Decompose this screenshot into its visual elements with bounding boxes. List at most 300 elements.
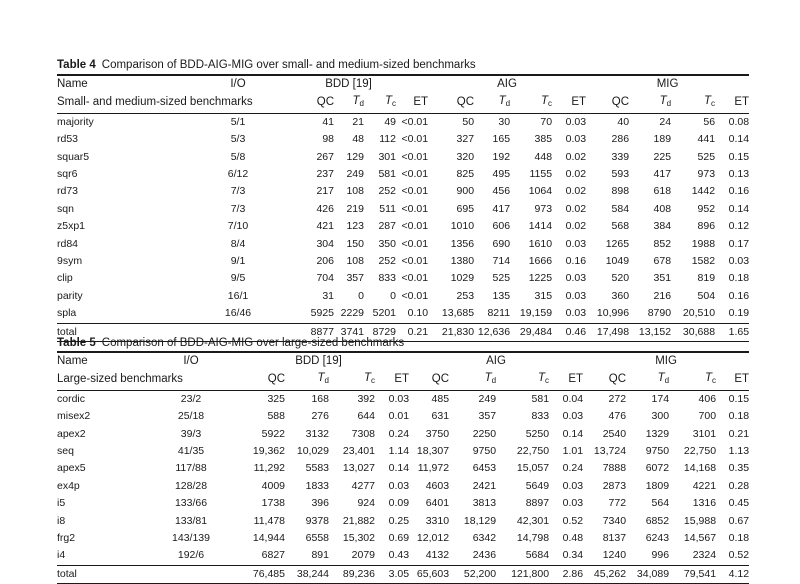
value-cell: 12,012 bbox=[416, 532, 450, 545]
value-cell: 29,484 bbox=[510, 323, 552, 341]
value-cell: 406 bbox=[698, 392, 717, 405]
value-cell: 21,882 bbox=[342, 514, 375, 527]
value-cell: <0.01 bbox=[401, 133, 429, 146]
value-cell: 0.19 bbox=[728, 307, 750, 320]
value-cell: 4221 bbox=[692, 479, 717, 492]
table-row bbox=[57, 547, 749, 565]
table-row bbox=[57, 408, 749, 425]
value-cell: 52,200 bbox=[449, 565, 496, 583]
value-cell: 0.14 bbox=[562, 427, 584, 440]
value-cell: 996 bbox=[651, 549, 670, 562]
value-cell: 22,750 bbox=[516, 445, 550, 458]
table5-subheader-row bbox=[57, 370, 749, 390]
value-cell: 1049 bbox=[605, 255, 630, 268]
table5-metric-et: ET bbox=[716, 370, 749, 390]
value-cell: 852 bbox=[653, 237, 672, 250]
value-cell: 1356 bbox=[450, 237, 475, 250]
value-cell: <0.01 bbox=[401, 272, 429, 285]
benchmark-name-cell: frg2 bbox=[57, 532, 76, 545]
value-cell: 30,688 bbox=[671, 323, 715, 341]
value-cell: 216 bbox=[653, 289, 672, 302]
value-cell: 0.03 bbox=[565, 272, 587, 285]
table5-metric-qc: QC bbox=[409, 370, 449, 390]
value-cell: 42,301 bbox=[516, 514, 550, 527]
value-cell: 304 bbox=[316, 237, 334, 250]
benchmark-name-cell: cordic bbox=[57, 392, 86, 405]
value-cell: 325 bbox=[267, 392, 285, 405]
value-cell: 385 bbox=[534, 133, 553, 146]
table4-caption-label: Table 4 bbox=[57, 59, 96, 71]
benchmark-name-cell: total bbox=[57, 323, 207, 341]
value-cell: 0.03 bbox=[388, 392, 410, 405]
value-cell: 45,262 bbox=[583, 565, 626, 583]
io-cell: 9/5 bbox=[230, 272, 246, 285]
benchmark-name-cell: ex4p bbox=[57, 479, 80, 492]
benchmark-name-cell: squar5 bbox=[57, 150, 90, 163]
value-cell: 1.13 bbox=[728, 445, 750, 458]
value-cell: 0.16 bbox=[728, 185, 750, 198]
value-cell: 49 bbox=[384, 115, 396, 128]
value-cell: 631 bbox=[431, 410, 450, 423]
value-cell: 34,089 bbox=[626, 565, 669, 583]
value-cell: 14,168 bbox=[683, 462, 717, 475]
io-cell: 128/28 bbox=[174, 479, 208, 492]
value-cell: 98 bbox=[322, 133, 334, 146]
value-cell: 704 bbox=[316, 272, 334, 285]
value-cell: 8729 bbox=[364, 323, 396, 341]
table5-metric-td: $T_d$ bbox=[626, 370, 669, 390]
table5-body bbox=[57, 390, 749, 565]
value-cell: 5649 bbox=[525, 479, 550, 492]
value-cell: <0.01 bbox=[401, 289, 429, 302]
table-row bbox=[57, 513, 749, 530]
value-cell: 3310 bbox=[425, 514, 450, 527]
value-cell: 6852 bbox=[645, 514, 670, 527]
value-cell: 1064 bbox=[528, 185, 553, 198]
value-cell: 0.09 bbox=[388, 497, 410, 510]
value-cell: <0.01 bbox=[401, 150, 429, 163]
table-row bbox=[57, 495, 749, 512]
value-cell: 593 bbox=[611, 168, 630, 181]
table4-metric-qc: QC bbox=[428, 93, 474, 113]
table-total-row bbox=[57, 565, 749, 583]
io-cell: 6/12 bbox=[227, 168, 249, 181]
value-cell: 40 bbox=[617, 115, 630, 128]
table4-metric-td: $T_d$ bbox=[629, 93, 671, 113]
value-cell: 19,159 bbox=[519, 307, 553, 320]
value-cell: 0.24 bbox=[562, 462, 584, 475]
value-cell: 8137 bbox=[602, 532, 627, 545]
value-cell: 564 bbox=[651, 497, 670, 510]
table5-metric-qc: QC bbox=[228, 370, 285, 390]
table4-group-bdd: BDD [19] bbox=[269, 75, 428, 93]
value-cell: 952 bbox=[697, 202, 716, 215]
table-row bbox=[57, 253, 749, 270]
value-cell: 0.03 bbox=[562, 479, 584, 492]
value-cell: 1610 bbox=[528, 237, 553, 250]
value-cell: 0.18 bbox=[728, 272, 750, 285]
value-cell: 0.18 bbox=[728, 410, 750, 423]
table4-metric-tc: $T_c$ bbox=[510, 93, 552, 113]
table5-metric-tc: $T_c$ bbox=[329, 370, 375, 390]
value-cell: 1225 bbox=[528, 272, 553, 285]
benchmark-name-cell: sqr6 bbox=[57, 168, 78, 181]
io-cell: 5/8 bbox=[230, 150, 246, 163]
value-cell: 0.08 bbox=[728, 115, 750, 128]
value-cell: 618 bbox=[653, 185, 672, 198]
value-cell: 714 bbox=[492, 255, 511, 268]
value-cell: 520 bbox=[611, 272, 630, 285]
io-cell: 9/1 bbox=[230, 255, 246, 268]
value-cell: 525 bbox=[492, 272, 511, 285]
value-cell: 15,302 bbox=[342, 532, 375, 545]
value-cell: 898 bbox=[611, 185, 630, 198]
benchmark-name-cell: parity bbox=[57, 289, 83, 302]
value-cell: 1809 bbox=[645, 479, 670, 492]
value-cell: 9750 bbox=[472, 445, 497, 458]
io-cell: 23/2 bbox=[180, 392, 202, 405]
benchmark-name-cell: majority bbox=[57, 115, 94, 128]
value-cell: 357 bbox=[478, 410, 497, 423]
table-row bbox=[57, 390, 749, 408]
value-cell: 9750 bbox=[645, 445, 670, 458]
benchmark-name-cell: sqn bbox=[57, 202, 74, 215]
value-cell: 7308 bbox=[351, 427, 375, 440]
value-cell: 0.15 bbox=[728, 150, 750, 163]
value-cell: 0.03 bbox=[565, 115, 587, 128]
table-row bbox=[57, 288, 749, 305]
value-cell: 417 bbox=[492, 202, 511, 215]
value-cell: 315 bbox=[534, 289, 553, 302]
value-cell: 511 bbox=[379, 202, 396, 215]
value-cell: 6401 bbox=[425, 497, 450, 510]
value-cell: 6243 bbox=[645, 532, 670, 545]
value-cell: 174 bbox=[651, 392, 670, 405]
value-cell: 0.34 bbox=[562, 549, 584, 562]
value-cell: 695 bbox=[456, 202, 475, 215]
io-cell: 7/10 bbox=[227, 220, 249, 233]
table-row bbox=[57, 478, 749, 495]
value-cell: 219 bbox=[346, 202, 364, 215]
table5 bbox=[57, 351, 749, 584]
value-cell: 252 bbox=[378, 185, 396, 198]
value-cell: 7340 bbox=[602, 514, 627, 527]
value-cell: 0.03 bbox=[728, 255, 750, 268]
table-row bbox=[57, 166, 749, 183]
value-cell: 833 bbox=[378, 272, 396, 285]
value-cell: 441 bbox=[697, 133, 716, 146]
table-row bbox=[57, 218, 749, 235]
value-cell: 8211 bbox=[487, 307, 511, 320]
table4-metric-et: ET bbox=[396, 93, 428, 113]
value-cell: 6558 bbox=[305, 532, 329, 545]
value-cell: 301 bbox=[378, 150, 396, 163]
value-cell: 206 bbox=[316, 255, 334, 268]
value-cell: 408 bbox=[653, 202, 672, 215]
value-cell: 50 bbox=[462, 115, 475, 128]
value-cell: 129 bbox=[346, 150, 364, 163]
value-cell: 5250 bbox=[525, 427, 550, 440]
value-cell: <0.01 bbox=[401, 168, 429, 181]
value-cell: 700 bbox=[698, 410, 717, 423]
value-cell: 237 bbox=[316, 168, 334, 181]
value-cell: 135 bbox=[492, 289, 511, 302]
value-cell: 22,750 bbox=[683, 445, 717, 458]
table4-col-io: I/O bbox=[207, 75, 269, 93]
table5-metric-td: $T_d$ bbox=[449, 370, 496, 390]
value-cell: 79,541 bbox=[669, 565, 716, 583]
value-cell: 19,362 bbox=[252, 445, 285, 458]
value-cell: 0.35 bbox=[728, 462, 750, 475]
value-cell: 70 bbox=[540, 115, 553, 128]
value-cell: 286 bbox=[611, 133, 630, 146]
value-cell: 456 bbox=[492, 185, 511, 198]
table4-metric-tc: $T_c$ bbox=[364, 93, 396, 113]
table-row bbox=[57, 236, 749, 253]
value-cell: 973 bbox=[697, 168, 716, 181]
value-cell: 253 bbox=[456, 289, 475, 302]
value-cell: 0.03 bbox=[388, 479, 410, 492]
value-cell: 8877 bbox=[269, 323, 334, 341]
value-cell: 678 bbox=[653, 255, 672, 268]
value-cell: 2324 bbox=[692, 549, 717, 562]
value-cell: 426 bbox=[316, 202, 334, 215]
value-cell: 18,129 bbox=[463, 514, 497, 527]
value-cell: 150 bbox=[346, 237, 364, 250]
value-cell: 0.03 bbox=[565, 237, 587, 250]
value-cell: 0.52 bbox=[562, 514, 584, 527]
table5-metric-et: ET bbox=[375, 370, 409, 390]
table-row bbox=[57, 270, 749, 287]
value-cell: 1833 bbox=[305, 479, 329, 492]
value-cell: 217 bbox=[316, 185, 334, 198]
table4-header-row bbox=[57, 75, 749, 93]
value-cell: 249 bbox=[478, 392, 497, 405]
value-cell: 1.65 bbox=[715, 323, 749, 341]
value-cell: 584 bbox=[611, 202, 630, 215]
value-cell: 0.13 bbox=[728, 168, 750, 181]
io-cell: 117/88 bbox=[175, 462, 207, 475]
value-cell: 588 bbox=[267, 410, 285, 423]
value-cell: 2436 bbox=[472, 549, 497, 562]
benchmark-name-cell: 9sym bbox=[57, 255, 83, 268]
value-cell: 1265 bbox=[605, 237, 630, 250]
value-cell: <0.01 bbox=[401, 115, 429, 128]
table-row bbox=[57, 113, 749, 131]
value-cell: 1738 bbox=[261, 497, 285, 510]
value-cell: 5684 bbox=[525, 549, 550, 562]
value-cell: 421 bbox=[316, 220, 334, 233]
table5-metric-qc: QC bbox=[583, 370, 626, 390]
value-cell: 2421 bbox=[472, 479, 497, 492]
value-cell: 1442 bbox=[691, 185, 716, 198]
value-cell: 189 bbox=[653, 133, 672, 146]
value-cell: 1582 bbox=[691, 255, 716, 268]
value-cell: 108 bbox=[346, 185, 364, 198]
value-cell: 448 bbox=[534, 150, 553, 163]
value-cell: 41 bbox=[322, 115, 334, 128]
value-cell: 300 bbox=[651, 410, 670, 423]
table5-group-aig: AIG bbox=[409, 352, 583, 370]
value-cell: 15,057 bbox=[516, 462, 550, 475]
value-cell: 12,636 bbox=[474, 323, 510, 341]
value-cell: 350 bbox=[378, 237, 396, 250]
value-cell: 0.16 bbox=[565, 255, 587, 268]
value-cell: 1.01 bbox=[562, 445, 584, 458]
value-cell: 0.25 bbox=[388, 514, 410, 527]
value-cell: 252 bbox=[378, 255, 396, 268]
value-cell: 0.14 bbox=[728, 202, 750, 215]
value-cell: 8790 bbox=[647, 307, 672, 320]
table-row bbox=[57, 201, 749, 218]
value-cell: 2250 bbox=[472, 427, 497, 440]
value-cell: 1.14 bbox=[388, 445, 410, 458]
value-cell: 112 bbox=[379, 133, 396, 146]
value-cell: 0.45 bbox=[728, 497, 750, 510]
value-cell: 1240 bbox=[602, 549, 627, 562]
value-cell: 0 bbox=[390, 289, 396, 302]
table4-caption bbox=[57, 59, 476, 71]
value-cell: 0.03 bbox=[562, 410, 584, 423]
benchmark-name-cell: misex2 bbox=[57, 410, 91, 423]
value-cell: 6072 bbox=[645, 462, 670, 475]
value-cell: 1666 bbox=[528, 255, 553, 268]
value-cell: 192 bbox=[492, 150, 511, 163]
value-cell: 9378 bbox=[305, 514, 329, 527]
value-cell: 0.02 bbox=[565, 202, 587, 215]
value-cell: 89,236 bbox=[329, 565, 375, 583]
value-cell: 123 bbox=[346, 220, 364, 233]
value-cell: 2229 bbox=[340, 307, 364, 320]
value-cell: 14,798 bbox=[516, 532, 550, 545]
table5-group-mig: MIG bbox=[583, 352, 749, 370]
table4-metric-et: ET bbox=[715, 93, 749, 113]
value-cell: <0.01 bbox=[401, 255, 429, 268]
benchmark-name-cell: rd53 bbox=[57, 133, 79, 146]
benchmark-name-cell: total bbox=[57, 565, 154, 583]
value-cell: 48 bbox=[352, 133, 364, 146]
value-cell: 0.43 bbox=[388, 549, 410, 562]
value-cell: 31 bbox=[322, 289, 334, 302]
value-cell: 5583 bbox=[305, 462, 329, 475]
value-cell: 4132 bbox=[425, 549, 450, 562]
value-cell: 13,027 bbox=[342, 462, 375, 475]
value-cell: 0.48 bbox=[562, 532, 584, 545]
value-cell: 0.02 bbox=[565, 150, 587, 163]
value-cell: 1155 bbox=[529, 168, 553, 181]
value-cell: 168 bbox=[311, 392, 329, 405]
value-cell: 476 bbox=[608, 410, 627, 423]
value-cell: 0.03 bbox=[565, 307, 587, 320]
value-cell: 225 bbox=[653, 150, 672, 163]
value-cell: 2540 bbox=[602, 427, 627, 440]
value-cell: 165 bbox=[492, 133, 511, 146]
value-cell: 13,685 bbox=[441, 307, 475, 320]
value-cell: 0 bbox=[358, 289, 364, 302]
value-cell: 485 bbox=[431, 392, 450, 405]
value-cell: 38,244 bbox=[285, 565, 329, 583]
value-cell: 13,724 bbox=[593, 445, 627, 458]
value-cell: 0.21 bbox=[728, 427, 750, 440]
table4-caption-text: Comparison of BDD-AIG-MIG over small- and medium-sized benchmarks bbox=[101, 59, 476, 71]
benchmark-name-cell: clip bbox=[57, 272, 73, 285]
value-cell: 891 bbox=[311, 549, 329, 562]
table-row bbox=[57, 443, 749, 460]
value-cell: 819 bbox=[697, 272, 716, 285]
value-cell: 825 bbox=[456, 168, 475, 181]
value-cell: 339 bbox=[611, 150, 630, 163]
table5-caption bbox=[57, 337, 404, 349]
table4-metric-qc: QC bbox=[269, 93, 334, 113]
value-cell: 11,292 bbox=[253, 462, 285, 475]
value-cell: 392 bbox=[357, 392, 375, 405]
value-cell: 4277 bbox=[351, 479, 375, 492]
value-cell: 23,401 bbox=[342, 445, 375, 458]
value-cell: 0.28 bbox=[728, 479, 750, 492]
value-cell: 14,567 bbox=[683, 532, 717, 545]
value-cell: 6827 bbox=[261, 549, 285, 562]
value-cell: 10,996 bbox=[596, 307, 630, 320]
table4-col-name: Name bbox=[57, 75, 207, 93]
value-cell: 0.46 bbox=[552, 323, 586, 341]
value-cell: 1010 bbox=[450, 220, 475, 233]
value-cell: 0.12 bbox=[728, 220, 750, 233]
value-cell: 1329 bbox=[645, 427, 670, 440]
value-cell: 396 bbox=[311, 497, 329, 510]
benchmark-name-cell: i5 bbox=[57, 497, 66, 510]
value-cell: 276 bbox=[311, 410, 329, 423]
value-cell: 0.17 bbox=[728, 237, 750, 250]
value-cell: 1414 bbox=[528, 220, 553, 233]
value-cell: 0.03 bbox=[565, 133, 587, 146]
value-cell: 0.02 bbox=[565, 168, 587, 181]
value-cell: 11,478 bbox=[253, 514, 285, 527]
value-cell: 2079 bbox=[351, 549, 375, 562]
table-row bbox=[57, 460, 749, 477]
value-cell: 4009 bbox=[261, 479, 285, 492]
value-cell: 18,307 bbox=[416, 445, 450, 458]
value-cell: 0.14 bbox=[388, 462, 410, 475]
io-cell: 39/3 bbox=[180, 427, 202, 440]
value-cell: 690 bbox=[492, 237, 511, 250]
value-cell: 896 bbox=[697, 220, 716, 233]
value-cell: 1988 bbox=[691, 237, 716, 250]
value-cell: 2.86 bbox=[549, 565, 583, 583]
value-cell: 5201 bbox=[372, 307, 396, 320]
value-cell: 13,152 bbox=[629, 323, 671, 341]
value-cell: <0.01 bbox=[401, 220, 429, 233]
table4-group-aig: AIG bbox=[428, 75, 586, 93]
table5-caption-label: Table 5 bbox=[57, 337, 96, 349]
io-cell: 16/1 bbox=[227, 289, 249, 302]
value-cell: 20,510 bbox=[682, 307, 716, 320]
table-row bbox=[57, 131, 749, 148]
table4-group-mig: MIG bbox=[586, 75, 749, 93]
table5-group-bdd: BDD [19] bbox=[228, 352, 409, 370]
value-cell: 525 bbox=[697, 150, 716, 163]
table5-caption-text: Comparison of BDD-AIG-MIG over large-sized benchmarks bbox=[101, 337, 405, 349]
value-cell: 581 bbox=[531, 392, 550, 405]
value-cell: 3.05 bbox=[375, 565, 409, 583]
value-cell: 320 bbox=[456, 150, 475, 163]
table5-col-io: I/O bbox=[154, 352, 228, 370]
table4-metric-et: ET bbox=[552, 93, 586, 113]
benchmark-name-cell: rd73 bbox=[57, 185, 79, 198]
value-cell: 495 bbox=[492, 168, 511, 181]
value-cell: 833 bbox=[531, 410, 550, 423]
value-cell: 924 bbox=[357, 497, 375, 510]
value-cell: 0.03 bbox=[565, 289, 587, 302]
